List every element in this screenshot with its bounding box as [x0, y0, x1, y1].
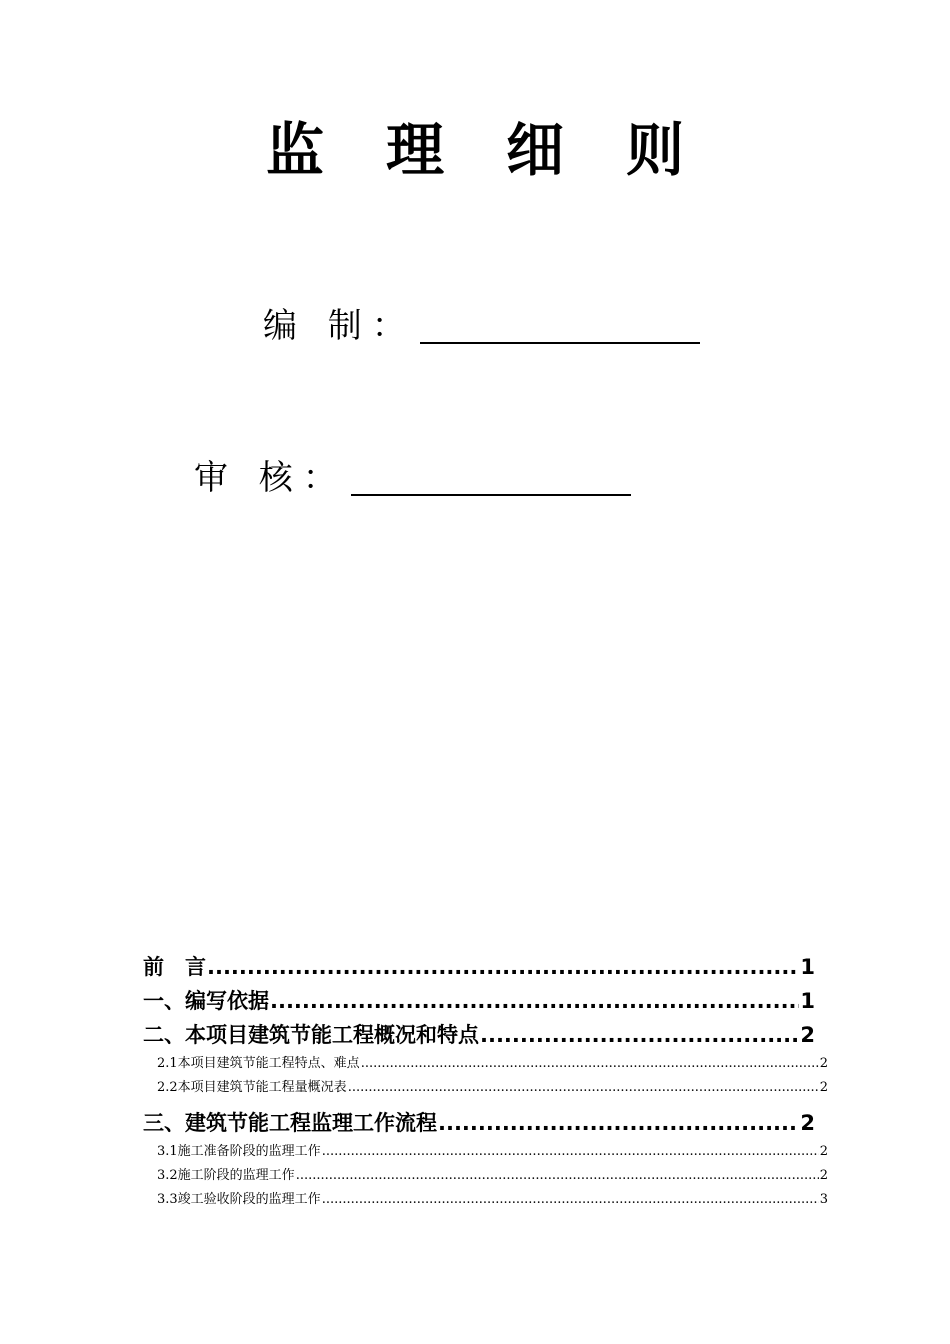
toc-entry-page: 2: [819, 1056, 828, 1071]
toc-leader-dots: [438, 1106, 799, 1140]
toc-leader-dots: [361, 1052, 819, 1076]
toc-leader-dots: [207, 950, 799, 984]
title-char: 则: [626, 116, 685, 184]
toc-subentry[interactable]: [157, 1140, 828, 1164]
toc-entry-page: 2: [800, 1023, 815, 1047]
review-signature-line: [351, 494, 631, 496]
toc-entry-label: 一、编写依据: [143, 989, 269, 1013]
toc-entry-basis[interactable]: [143, 984, 815, 1018]
toc-entry-page: 1: [800, 989, 815, 1013]
toc-entry-page: 1: [800, 955, 815, 979]
toc-entry-page: 2: [819, 1080, 828, 1095]
toc-entry-page: 2: [800, 1111, 815, 1135]
toc-leader-dots: [270, 984, 799, 1018]
toc-entry-label: 三、建筑节能工程监理工作流程: [143, 1111, 437, 1135]
toc-leader-dots: [296, 1164, 819, 1188]
table-of-contents: [143, 950, 828, 1212]
toc-entry-page: 2: [819, 1144, 828, 1159]
compile-signature-row: [263, 306, 700, 346]
compile-label: 编 制：: [263, 306, 416, 346]
toc-subentry[interactable]: [157, 1052, 828, 1076]
toc-entry-label: 前 言: [143, 955, 206, 979]
toc-entry-preface[interactable]: [143, 950, 815, 984]
toc-leader-dots: [348, 1076, 819, 1100]
toc-entry-overview[interactable]: [143, 1018, 815, 1052]
toc-subentry[interactable]: [157, 1164, 828, 1188]
toc-entry-label: 2.2本项目建筑节能工程量概况表: [157, 1080, 347, 1095]
toc-leader-dots: [322, 1140, 819, 1164]
toc-entry-label: 二、本项目建筑节能工程概况和特点: [143, 1023, 479, 1047]
toc-entry-label: 3.1施工准备阶段的监理工作: [157, 1144, 321, 1159]
title-char: 细: [506, 116, 565, 184]
compile-signature-line: [420, 342, 700, 344]
document-title: [0, 112, 950, 188]
toc-entry-workflow[interactable]: [143, 1106, 815, 1140]
toc-entry-page: 2: [819, 1168, 828, 1183]
toc-entry-page: 3: [819, 1192, 828, 1207]
review-signature-row: [194, 458, 631, 498]
title-char: 监: [265, 116, 324, 184]
toc-leader-dots: [480, 1018, 799, 1052]
toc-subentry[interactable]: [157, 1076, 828, 1100]
toc-leader-dots: [322, 1188, 819, 1212]
toc-subentry[interactable]: [157, 1188, 828, 1212]
review-label: 审 核：: [194, 458, 347, 498]
toc-entry-label: 3.2施工阶段的监理工作: [157, 1168, 295, 1183]
title-char: 理: [385, 116, 444, 184]
toc-entry-label: 2.1本项目建筑节能工程特点、难点: [157, 1056, 360, 1071]
toc-entry-label: 3.3竣工验收阶段的监理工作: [157, 1192, 321, 1207]
